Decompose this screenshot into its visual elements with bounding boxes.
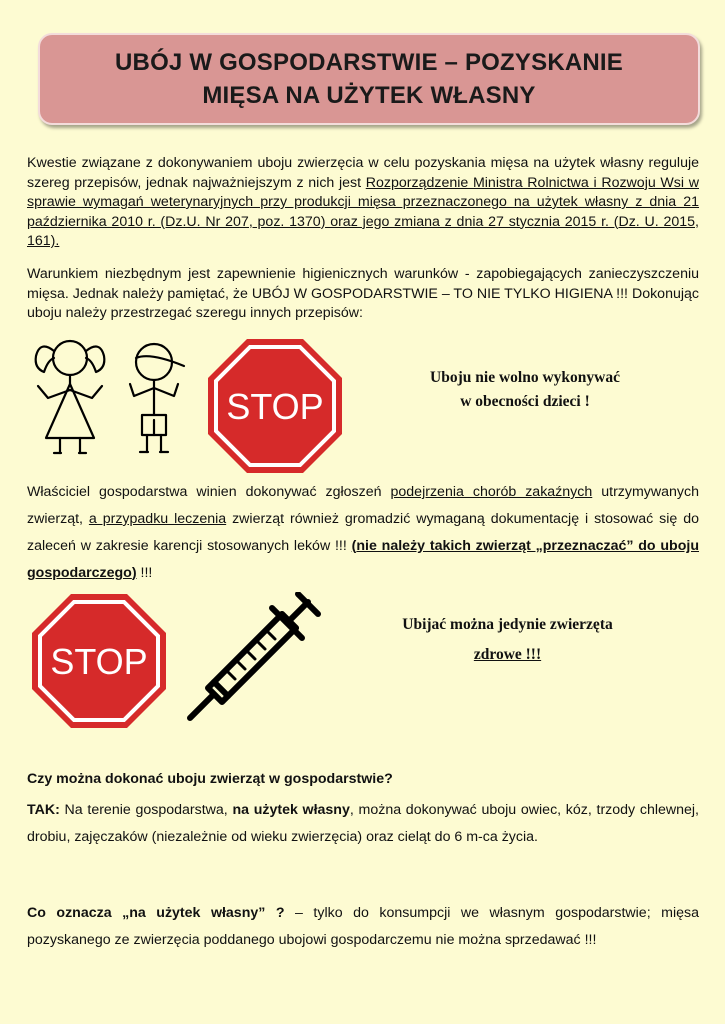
faq-answer-1-yes: TAK: — [27, 802, 60, 818]
intro-paragraph — [27, 154, 699, 252]
slaughter-prohibition-text: nie należy takich zwierząt „przeznaczać” do uboju gospodarczego — [27, 538, 699, 581]
faq-answer-1 — [27, 797, 699, 851]
faq-question-2-paragraph — [27, 900, 699, 954]
healthy-only-line-1: Ubijać można jedynie zwierzęta — [402, 616, 613, 633]
owner-duty-paragraph — [27, 479, 699, 587]
faq-answer-1-text-2: , można dokonywać uboju owiec, kóz, trzody chlewnej, drobiu, zajęczaków (niezależnie od wieku zwierzęcia) oraz cieląt do 6 m-ca życia. — [27, 802, 700, 845]
title-line-1: UBÓJ W GOSPODARSTWIE – POZYSKANIE — [115, 49, 623, 76]
title-line-2: MIĘSA NA UŻYTEK WŁASNY — [202, 82, 536, 109]
stop-sign-icon — [207, 338, 343, 474]
owner-duty-text-3: zwierząt również gromadzić wymaganą dokumentację i stosować się do zaleceń w zakresie karencji stosowanych leków !!! — [27, 511, 699, 554]
owner-duty-text-4: !!! — [136, 565, 153, 581]
children-warning-line-1: Uboju nie wolno wykonywać — [430, 369, 620, 386]
healthy-only-line-2: zdrowe !!! — [473, 646, 542, 663]
healthy-only-warning — [345, 610, 670, 670]
owner-duty-text-1: Właściciel gospodarstwa winien dokonywać zgłoszeń — [27, 484, 391, 500]
faq-question-1: Czy można dokonać uboju zwierząt w gospodarstwie? — [27, 771, 393, 787]
stop-sign-label: STOP — [226, 386, 324, 427]
page-title — [115, 46, 623, 112]
children-warning-line-2: w obecności dzieci ! — [460, 393, 590, 410]
regulation-link[interactable]: Rozporządzenie Ministra Rolnictwa i Rozwoju Wsi w sprawie wymagań weterynaryjnych przy produkcji mięsa przeznaczonego na użytek własny z dnia 21 października 2010 r. (Dz.U. Nr 207, poz. 1370) oraz jego zmiana z dnia 27 stycznia 2015 r. (Dz. U. 2015, 161). — [27, 174, 699, 249]
syringe-icon — [186, 592, 324, 722]
paren-open: ( — [351, 538, 357, 554]
faq-question-2: Co oznacza „na użytek własny” ? — [27, 905, 285, 921]
girl-figure-icon — [30, 338, 110, 456]
conditions-paragraph: Warunkiem niezbędnym jest zapewnienie higienicznych warunków - zapobiegających zanieczyszczeniu mięsa. Jednak należy pamiętać, że UBÓJ W GOSPODARSTWIE – TO NIE TYLKO HIGIENA !!! Dokonując uboju należy przestrzegać szeregu innych przepisów: — [27, 266, 699, 321]
title-banner — [38, 33, 700, 125]
treatment-link[interactable]: a przypadku leczenia — [88, 511, 227, 527]
stop-sign-label: STOP — [50, 641, 148, 682]
intro-text: Kwestie związane z dokonywaniem uboju zwierzęcia w celu pozyskania mięsa na użytek własny reguluje szereg przepisów, jednak najważniejszym z nich jest — [27, 155, 699, 191]
owner-duty-text-2: utrzymywanych zwierząt, — [27, 484, 699, 527]
faq-answer-1-text-1: Na terenie gospodarstwa, — [59, 802, 233, 818]
children-warning — [380, 366, 670, 414]
faq-answer-1-own-use: na użytek własny — [232, 802, 350, 818]
faq-answer-2: – tylko do konsumpcji we własnym gospodarstwie; mięsa pozyskanego ze zwierzęcia poddanego ubojowi gospodarczemu nie można sprzedawać !!! — [27, 905, 699, 948]
stop-sign-icon — [31, 593, 167, 729]
infectious-disease-link[interactable]: podejrzenia chorób zakaźnych — [390, 484, 593, 500]
paren-close: ) — [131, 565, 137, 581]
boy-figure-icon — [122, 340, 192, 458]
